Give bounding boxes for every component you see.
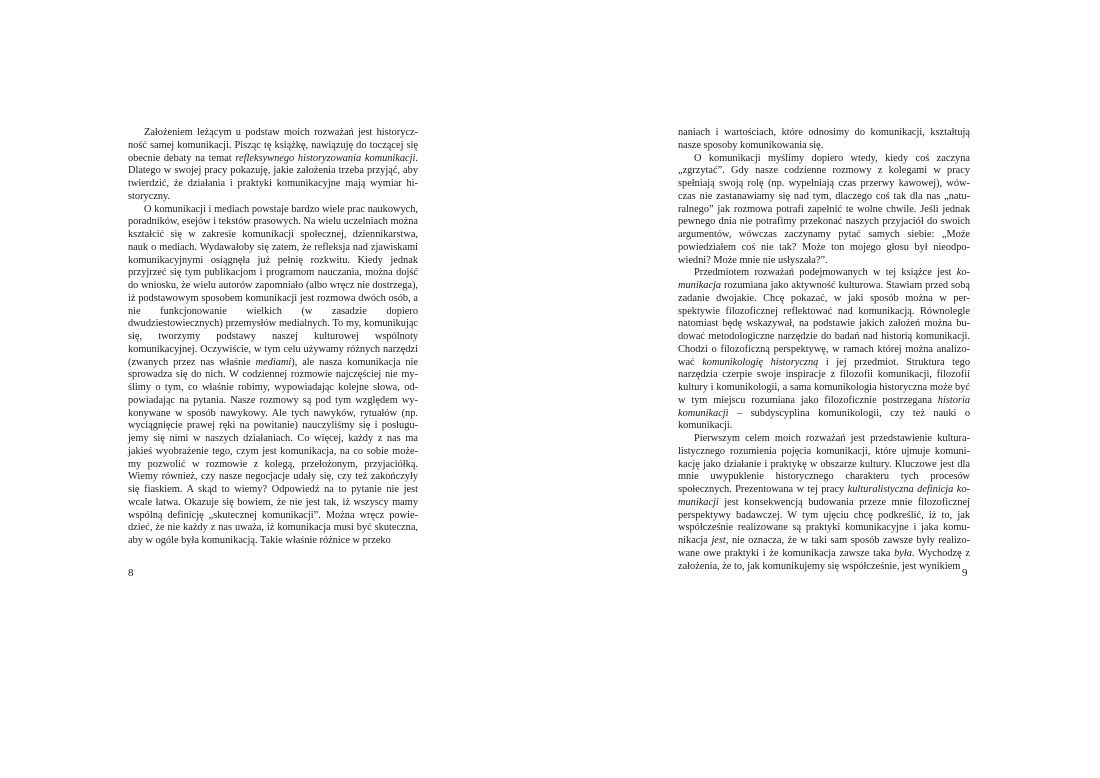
paragraph <box>678 433 970 573</box>
emphasized-text: była <box>894 547 912 559</box>
left-page-text <box>128 127 418 548</box>
paragraph <box>128 127 418 204</box>
emphasized-text: historia komunikacji <box>678 394 970 419</box>
text-run: jest konsekwencją budowania przeze mnie filozoficznej perspektywy badawczej. W tym ujęciu chcę podkreślić, iż to, jak współcześnie realizowane są praktyki komunikacyjne i jaka komunikacja <box>678 496 970 546</box>
right-page-number: 9 <box>962 567 968 579</box>
text-run: . Dlatego w swojej pracy pokazuję, jakie założenia trzeba przyjąć, aby twierdzić, że działania i praktyki komunikacyjne mają wymiar historyczny. <box>128 152 418 202</box>
paragraph <box>678 153 970 268</box>
text-run: , nie oznacza, że w taki sam sposób zawsze były realizowane owe praktyki i że komunikacja zawsze taka <box>678 535 970 559</box>
emphasized-text: komunikologię historyczną <box>702 356 819 368</box>
text-run: rozumiana jako aktywność kulturowa. Stawiam przed sobą zadanie dwojakie. Chcę pokazać, w jaki sposób można w perspektywie filozoficznej reflektować nad komunikacją. Równolegle natomiast będę wskazywał, na podstawie jakich założeń można budować metodologiczne narzędzie do badań nad historią komunikacji. Chodzi o filozoficzną perspektywę, w ramach której można analizować <box>678 280 970 368</box>
emphasized-text: kulturalistyczna definicja komunikacji <box>678 484 970 508</box>
emphasized-text: refleksywnego historyzowania komunikacji <box>235 152 416 164</box>
text-run: Pierwszym celem moich rozważań jest przedstawienie kulturalistycznego rozumienia pojęcia komunikacji, które ujmuje komunikację jako działanie i praktykę w obszarze kultury. Kluczowe jest dla mnie uwypuklenie historycznego charakteru tych procesów społecznych. Prezentowana w tej pracy <box>678 433 970 495</box>
text-run: i jej przedmiot. Struktura tego narzędzia czerpie swoje inspiracje z filozofii komunikacji, filozofii kultury i komunikologii, a sama komunikologia historyczna może być w tym miejscu rozumiana jako filozoficznie postrzegana <box>678 356 970 406</box>
text-run: . Wychodzę z założenia, że to, jak komunikujemy się współcześnie, jest wynikiem <box>678 547 970 572</box>
text-run: – subdyscyplina komunikologii, czy też nauki o komunikacji. <box>678 407 970 432</box>
text-run: Założeniem leżącym u podstaw moich rozważań jest historyczność samej komunikacji. Pisząc tę książkę, nawiązuję do toczącej się obecnie debaty na temat <box>128 127 418 164</box>
emphasized-text: komunikacja <box>678 267 970 291</box>
right-page-text <box>678 127 970 573</box>
left-page-number: 8 <box>128 567 134 579</box>
text-run: Przedmiotem rozważań podejmowanych w tej książce jest <box>694 267 957 279</box>
text-run: ), ale nasza komunikacja nie sprowadza się do nich. W codziennej rozmowie najczęściej nie myślimy o tym, co właśnie robimy, wypowiadając kolejne słowa, odpowiadając na pytania. Nasze rozmowy są pod tym względem wykonywane w sposób nawykowy. Ale tych nawyków, rytuałów (np. wyciągnięcie prawej ręki na powitanie) nauczyliśmy się i posługujemy się nimi w naszych działaniach. Co więcej, każdy z nas ma jakieś wyobrażenie tego, czym jest komunikacja, na co sobie możemy pozwolić w rozmowie z kolegą, przełożonym, przyjaciółką. Wiemy również, czy nasze negocjacje udały się, czy też zakończyły się fiaskiem. A skąd to wiemy? Odpowiedź na to pytanie nie jest wcale łatwa. Okazuje się bowiem, że nie jest tak, iż wszyscy mamy wspólną definicję „skutecznej komunikacji”. Można wręcz powiedzieć, że nie każdy z nas uważa, iż komunikacja musi być skuteczna, aby w ogóle była komunikacją. Takie właśnie różnice w przeko <box>128 356 419 546</box>
text-run: O komunikacji i mediach powstaje bardzo wiele prac naukowych, poradników, esejów i tekstów prasowych. Na wielu uczelniach można kształcić się w zakresie komunikacji społecznej, dziennikarstwa, nauk o mediach. Wydawałoby się zatem, że refleksja nad zjawiskami komunikacyjnymi osiągnęła już pełnię rozkwitu. Kiedy jednak przyjrzeć się tym publikacjom i programom nauczania, można dojść do wniosku, że wielu autorów zapomniało (albo wręcz nie dostrzega), iż podstawowym sposobem komunikacji jest rozmowa dwóch osób, a nie funkcjonowanie wielkich (w zasadzie dopiero dwudziestowiecznych) przemysłów medialnych. To my, komunikując się, tworzymy podstawy naszej kulturowej wspólnoty komunikacyjnej. Oczywiście, w tym celu używamy różnych narzędzi (zwanych przez nas właśnie <box>128 203 419 368</box>
right-page <box>550 0 1100 778</box>
emphasized-text: mediami <box>255 356 292 368</box>
paragraph <box>128 204 418 548</box>
text-run: naniach i wartościach, które odnosimy do komunikacji, kształtują nasze sposoby komunikowania się. <box>678 127 970 151</box>
paragraph <box>678 127 970 153</box>
paragraph <box>678 267 970 433</box>
text-run: O komunikacji myślimy dopiero wtedy, kiedy coś zaczyna „zgrzytać”. Gdy nasze codzienne rozmowy z kolegami w pracy spełniają swoją rolę (np. wypełniają czas przerwy kawowej), wówczas nie zastanawiamy się nad tym, dlaczego coś tak dla nas „naturalnego” jak rozmowa potrafi zapełnić te wolne chwile. Jeśli jednak pewnego dnia nie potrafimy przekonać naszych przyjaciół do swoich argumentów, wówczas zaczynamy pytać samych siebie: „Może powiedziałem coś nie tak? Może ton mojego głosu był nieodpowiedni? Może mnie nie usłyszała?”. <box>678 152 970 266</box>
emphasized-text: jest <box>711 535 726 546</box>
